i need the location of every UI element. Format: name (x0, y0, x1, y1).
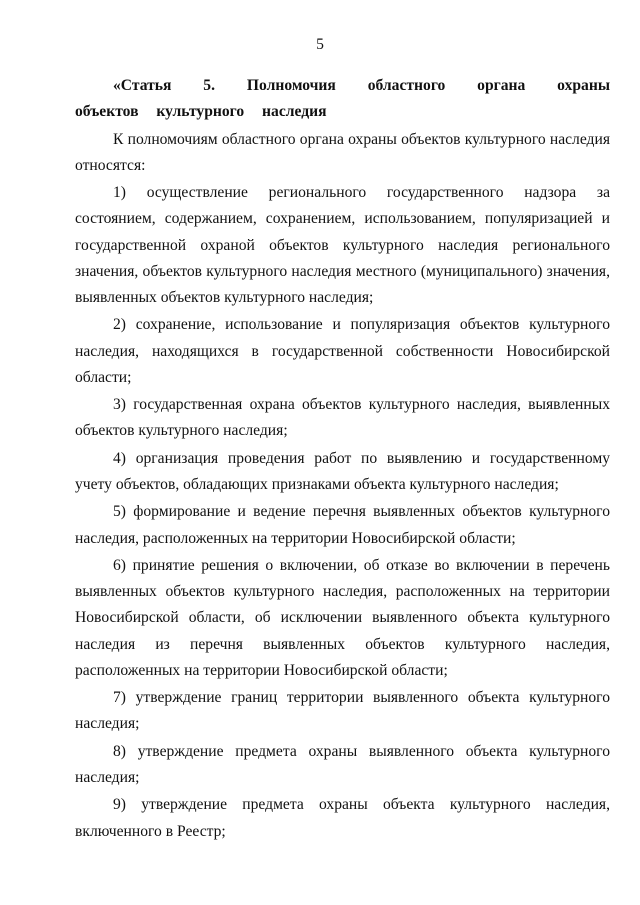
list-item-7: 7) утверждение границ территории выявленного объекта культурного наследия; (75, 689, 610, 733)
list-item-9: 9) утверждение предмета охраны объекта культурного наследия, включенного в Реестр; (75, 796, 610, 840)
article-heading: «Статья 5. Полномочия областного органа охраны объектов культурного наследия (75, 77, 610, 121)
list-item-5: 5) формирование и ведение перечня выявленных объектов культурного наследия, расположенных на территории Новосибирской области; (75, 503, 610, 547)
list-item-8: 8) утверждение предмета охраны выявленного объекта культурного наследия; (75, 742, 610, 786)
document-body (75, 73, 610, 846)
list-item-1: 1) осуществление регионального государственного надзора за состоянием, содержанием, сохранением, использованием, популяризацией и государственной охраной объектов культурного наследия регионального значения, объектов культурного наследия местного (муниципального) значения, выявленных объектов культурного наследия; (75, 184, 610, 306)
page-number: 5 (316, 36, 324, 53)
list-item-2: 2) сохранение, использование и популяризация объектов культурного наследия, находящихся в государственной собственности Новосибирской области; (75, 316, 610, 386)
list-item-6: 6) принятие решения о включении, об отказе во включении в перечень выявленных объектов культурного наследия, расположенных на территории Новосибирской области, об исключении выявленного объекта культурного наследия из перечня выявленных объектов культурного наследия, расположенных на территории Новосибирской области; (75, 556, 610, 679)
list-item-3: 3) государственная охрана объектов культурного наследия, выявленных объектов культурного наследия; (75, 396, 610, 440)
intro-paragraph: К полномочиям областного органа охраны объектов культурного наследия относятся: (75, 130, 610, 174)
list-item-4: 4) организация проведения работ по выявлению и государственному учету объектов, обладающих признаками объекта культурного наследия; (75, 449, 610, 493)
